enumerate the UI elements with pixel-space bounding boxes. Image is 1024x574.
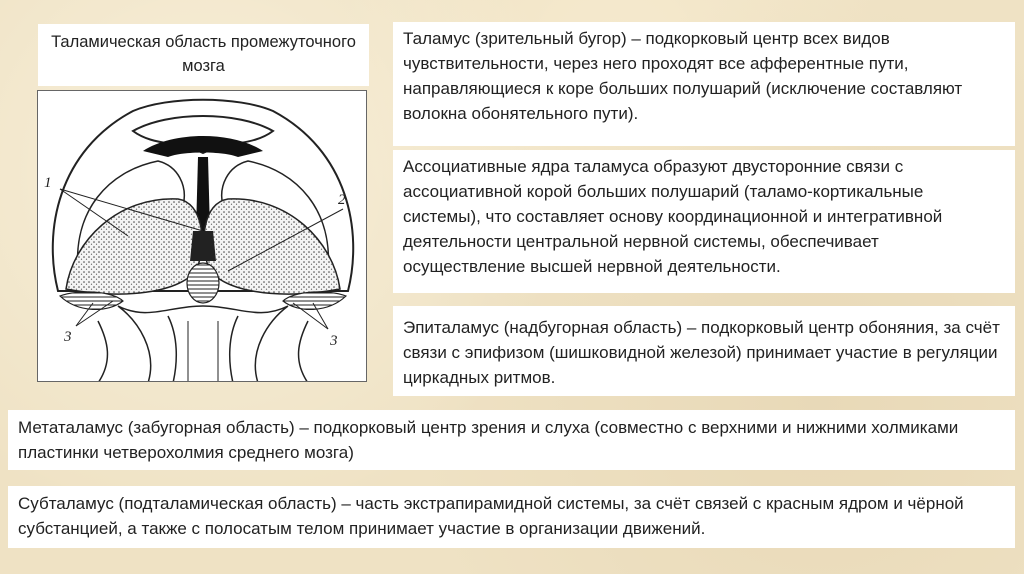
- associative-nuclei-text: Ассоциативные ядра таламуса образуют двусторонние связи с ассоциативной корой больших полушарий (таламо-кортикальные системы), что составляет основу координационной и интегративной деятельности центральной нервной системы, обеспечивает осуществление высшей нервной деятельности.: [393, 150, 1015, 293]
- label-3-left: 3: [64, 329, 72, 345]
- thalamus-illustration: [37, 90, 367, 382]
- figure-title: Таламическая область промежуточного мозга: [38, 24, 369, 86]
- label-3-right: 3: [330, 333, 338, 349]
- epithalamus-text: Эпиталамус (надбугорная область) – подкорковый центр обоняния, за счёт связи с эпифизом (шишковидной железой) принимает участие в регуляции циркадных ритмов.: [393, 306, 1015, 396]
- label-1: 1: [44, 175, 52, 191]
- metathalamus-text: Метаталамус (забугорная область) – подкорковый центр зрения и слуха (совместно с верхними и нижними холмиками пластинки четверохолмия среднего мозга): [8, 410, 1015, 470]
- thalamus-text: Таламус (зрительный бугор) – подкорковый центр всех видов чувствительности, через него проходят все афферентные пути, направляющиеся к коре больших полушарий (исключение составляют волокна обонятельного пути).: [393, 22, 1015, 146]
- subthalamus-text: Субталамус (подталамическая область) – часть экстрапирамидной системы, за счёт связей с красным ядром и чёрной субстанцией, а также с полосатым телом принимает участие в организации движений.: [8, 486, 1015, 548]
- label-2: 2: [338, 192, 346, 208]
